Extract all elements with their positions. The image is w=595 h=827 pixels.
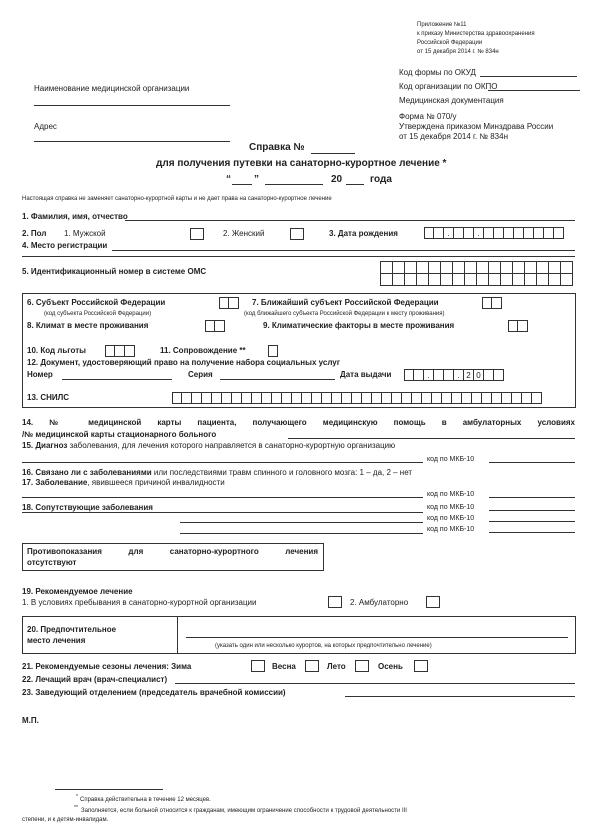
address-field[interactable]	[34, 141, 230, 142]
comorbid-field-2[interactable]	[180, 522, 423, 523]
field-18-label: 18. Сопутствующие заболевания	[22, 503, 153, 512]
field-20-sublabel: (указать один или несколько курортов, на которых предпочтительно лечение)	[215, 643, 432, 649]
disability-disease-field[interactable]	[22, 497, 423, 498]
escort-cell[interactable]	[268, 345, 278, 357]
field-16-label: 16. Связано ли с заболеваниями или последствиями травм спинного и головного мозга: 1 – да, 2 – нет	[22, 468, 413, 477]
field-21-label: 21. Рекомендуемые сезоны лечения: Зима	[22, 662, 192, 671]
registration-field-2[interactable]	[22, 256, 575, 257]
date-month-field[interactable]	[265, 184, 323, 185]
oms-number-cells[interactable]	[380, 261, 573, 286]
mkb-field-18a[interactable]	[489, 510, 575, 511]
female-label: 2. Женский	[223, 229, 265, 238]
year-prefix: 20	[331, 174, 343, 185]
footnote-2-text-1: Заполняется, если больной относится к гражданам, имеющим ограничение способности к трудовой деятельности III	[81, 808, 407, 814]
mkb-field-18c[interactable]	[489, 532, 575, 533]
mkb-label-18a: код по МКБ-10	[427, 504, 475, 511]
appendix-line-4: от 15 декабря 2014 г. № 834н	[417, 49, 499, 55]
benefit-code-cells[interactable]	[105, 345, 135, 357]
spring-label: Весна	[272, 662, 296, 671]
field-19-label: 19. Рекомендуемое лечение	[22, 587, 133, 596]
notice-text: Настоящая справка не заменяет санаторно-курортной карты и не дает права на санаторно-курортное лечение	[22, 196, 332, 202]
series-label: Серия	[188, 370, 213, 379]
autumn-label: Осень	[378, 662, 403, 671]
appendix-line-1: Приложение №11	[417, 22, 467, 28]
mkb-field-18b[interactable]	[489, 521, 575, 522]
preferred-place-label-cell	[22, 616, 178, 654]
certificate-number-field[interactable]	[311, 153, 355, 154]
org-name-label: Наименование медицинской организации	[34, 84, 190, 93]
field-7-sublabel: (код ближайшего субъекта Российской Федерации к месту проживания)	[244, 311, 445, 317]
document-number-field[interactable]	[62, 379, 172, 380]
male-label: 1. Мужской	[64, 229, 106, 238]
spring-checkbox[interactable]	[305, 660, 319, 672]
comorbid-field-1[interactable]	[22, 512, 423, 513]
mkb-label-17: код по МКБ-10	[427, 491, 475, 498]
okpo-label: Код организации по ОКПО	[399, 82, 498, 91]
mkb-label-15: код по МКБ-10	[427, 456, 475, 463]
department-head-field[interactable]	[345, 696, 575, 697]
autumn-checkbox[interactable]	[414, 660, 428, 672]
field-15-label: 15. Диагноз заболевания, для лечения которого направляется в санаторно-курортную организацию	[22, 441, 396, 450]
field-22-label: 22. Лечащий врач (врач-специалист)	[22, 675, 168, 684]
field-8-label: 8. Климат в месте проживания	[27, 321, 149, 330]
footnote-divider	[55, 789, 163, 790]
field-5-label: 5. Идентификационный номер в системе ОМС	[22, 267, 207, 276]
field-11-label: 11. Сопровождение **	[160, 346, 246, 355]
field-6-sublabel: (код субъекта Российской Федерации)	[44, 311, 152, 317]
field-14-label: 14. № медицинской карты пациента, получающего медицинскую помощь в амбулаторных условиях	[22, 418, 575, 427]
registration-field[interactable]	[112, 250, 575, 251]
female-checkbox[interactable]	[290, 228, 304, 240]
field-23-label: 23. Заведующий отделением (председатель врачебной комиссии)	[22, 688, 286, 697]
okud-label: Код формы по ОКУД	[399, 68, 476, 77]
form-number: Форма № 070/у	[399, 112, 457, 121]
field-1-label: 1. Фамилия, имя, отчество	[22, 212, 128, 221]
certificate-title: Справка №	[249, 142, 305, 153]
number-label: Номер	[27, 370, 53, 379]
treatment-sanatorium-checkbox[interactable]	[328, 596, 342, 608]
contraindications-text-2: отсутствуют	[27, 558, 77, 567]
snils-cells[interactable]	[172, 392, 542, 404]
treatment-option-2-label: 2. Амбулаторно	[350, 598, 409, 607]
org-name-field[interactable]	[34, 105, 230, 106]
nearest-subject-cells[interactable]	[482, 297, 502, 309]
form-page: Приложение №11 к приказу Министерства здравоохранения Российской Федерации от 15 декабря 2014 г. № 834н Код формы по ОКУД Код организации по ОКПО Медицинская документация Форма № 070/у Утверждена приказом Минздрава России от 15 декабря 2014 г. № 834н Наименование медицинской организации Адрес Справка № для получения путевки на санаторно-курортное лечение * “ ” 20 года Настоящая справка не заменяет санаторно-курортной карты и не дает права на санаторно-курортное лечение 1. Фамилия, имя, отчество 2. Пол 1. Мужской 2. Женский 3. Дата рождения . . 4. Место регистрации 5. Идентификационный номер в системе ОМС 6. Субъект Российской Федерации (код субъекта Российской Федерации) 7. Ближайший субъект Российской Федерации (код ближайшего субъекта Российской Федерации к месту проживания) 8. Климат в месте проживания 9. Климатические факторы в месте проживания 10. Код льготы 11. Сопровождение ** 12. Документ, удостоверяющий право на получение набора социальных услуг Номер Серия Дата выдачи . . 2 0 13. СНИЛС 14. № медицинской карты пациента, получающего медицинскую помощь в амбулаторных условиях /№ медицинской карты стационарного больного 15. Диагноз заболевания, для лечения которого направляется в санаторно-курортную организацию код по МКБ-10 16. Связано ли с заболеваниями или последствиями травм спинного и головного мозга: 1 – да, 2 – нет 17. Заболевание, явившееся причиной инвалидности код по МКБ-10 18. Сопутствующие заболевания код по МКБ-10 код по МКБ-10 код по МКБ-10 Противопоказания для санаторно-курортного лечения отсутствуют 19. Рекомендуемое лечение 1. В условиях пребывания в санаторно-курортной организации 2. Амбулаторно 20. Предпочтительное место лечения (указать один или несколько курортов, на которых предпочтительно лечение) 21. Рекомендуемые сезоны лечения: Зима Весна Лето Осень 22. Лечащий врач (врач-специалист) 23. Заведующий отделением (председатель врачебной комиссии) М.П. * Справка действительна в течение 12 месяцев. ** Заполняется, если больной относится к гражданам, имеющим ограничение способности к трудовой деятельности III степени, и к детям-инвалидам.	[0, 0, 595, 827]
field-17-label: 17. Заболевание, явившееся причиной инвалидности	[22, 478, 225, 487]
date-year-field[interactable]	[346, 184, 364, 185]
field-3-label: 3. Дата рождения	[329, 229, 398, 238]
treatment-ambulatory-checkbox[interactable]	[426, 596, 440, 608]
med-doc-label: Медицинская документация	[399, 96, 504, 105]
summer-checkbox[interactable]	[355, 660, 369, 672]
field-12-label: 12. Документ, удостоверяющий право на получение набора социальных услуг	[27, 358, 341, 367]
field-2-label: 2. Пол	[22, 229, 47, 238]
climate-factors-cells[interactable]	[508, 320, 528, 332]
okud-field[interactable]	[480, 76, 577, 77]
summer-label: Лето	[327, 662, 346, 671]
field-6-label: 6. Субъект Российской Федерации	[27, 298, 166, 307]
approved-line-1: Утверждена приказом Минздрава России	[399, 122, 554, 131]
footnote-1-marker: *	[76, 794, 78, 800]
mkb-field-17[interactable]	[489, 497, 575, 498]
field-20-label-2: место лечения	[27, 636, 86, 645]
climate-cells[interactable]	[205, 320, 225, 332]
document-series-field[interactable]	[220, 379, 335, 380]
subject-code-cells[interactable]	[219, 297, 239, 309]
okpo-field[interactable]	[488, 90, 580, 91]
mkb-label-18c: код по МКБ-10	[427, 526, 475, 533]
preferred-resort-field[interactable]	[186, 637, 568, 638]
mkb-label-18b: код по МКБ-10	[427, 515, 475, 522]
field-14-label-2: /№ медицинской карты стационарного больного	[22, 430, 217, 439]
address-label: Адрес	[34, 122, 57, 131]
field-10-label: 10. Код льготы	[27, 346, 86, 355]
footnote-1-text: Справка действительна в течение 12 месяцев.	[80, 797, 211, 803]
field-4-label: 4. Место регистрации	[22, 241, 108, 250]
field-7-label: 7. Ближайший субъект Российской Федерации	[252, 298, 439, 307]
field-13-label: 13. СНИЛС	[27, 393, 70, 402]
full-name-field[interactable]	[125, 220, 575, 221]
winter-checkbox[interactable]	[251, 660, 265, 672]
medical-card-field[interactable]	[288, 438, 575, 439]
certificate-subtitle: для получения путевки на санаторно-курортное лечение *	[156, 158, 447, 169]
field-9-label: 9. Климатические факторы в месте проживания	[263, 321, 455, 330]
issue-date-label: Дата выдачи	[340, 370, 392, 379]
contraindications-text-1: Противопоказания для санаторно-курортного лечения	[27, 547, 318, 556]
footnote-2-text-2: степени, и к детям-инвалидам.	[22, 817, 109, 823]
field-20-label-1: 20. Предпочтительное	[27, 625, 117, 634]
treatment-option-1-label: 1. В условиях пребывания в санаторно-курортной организации	[22, 598, 257, 607]
male-checkbox[interactable]	[190, 228, 204, 240]
stamp-place-label: М.П.	[22, 716, 39, 725]
appendix-line-2: к приказу Министерства здравоохранения	[417, 31, 535, 37]
issue-date-cells[interactable]: . . 2 0	[404, 369, 504, 381]
approved-line-2: от 15 декабря 2014 г. № 834н	[399, 132, 508, 141]
date-day-field[interactable]	[232, 184, 252, 185]
diagnosis-field[interactable]	[22, 462, 423, 463]
year-word: года	[370, 174, 392, 185]
appendix-line-3: Российской Федерации	[417, 40, 483, 46]
footnote-2-marker: **	[74, 805, 78, 811]
birth-date-cells[interactable]: . .	[424, 227, 564, 239]
attending-doctor-field[interactable]	[175, 683, 575, 684]
comorbid-field-3[interactable]	[180, 533, 423, 534]
mkb-field-15[interactable]	[489, 462, 575, 463]
